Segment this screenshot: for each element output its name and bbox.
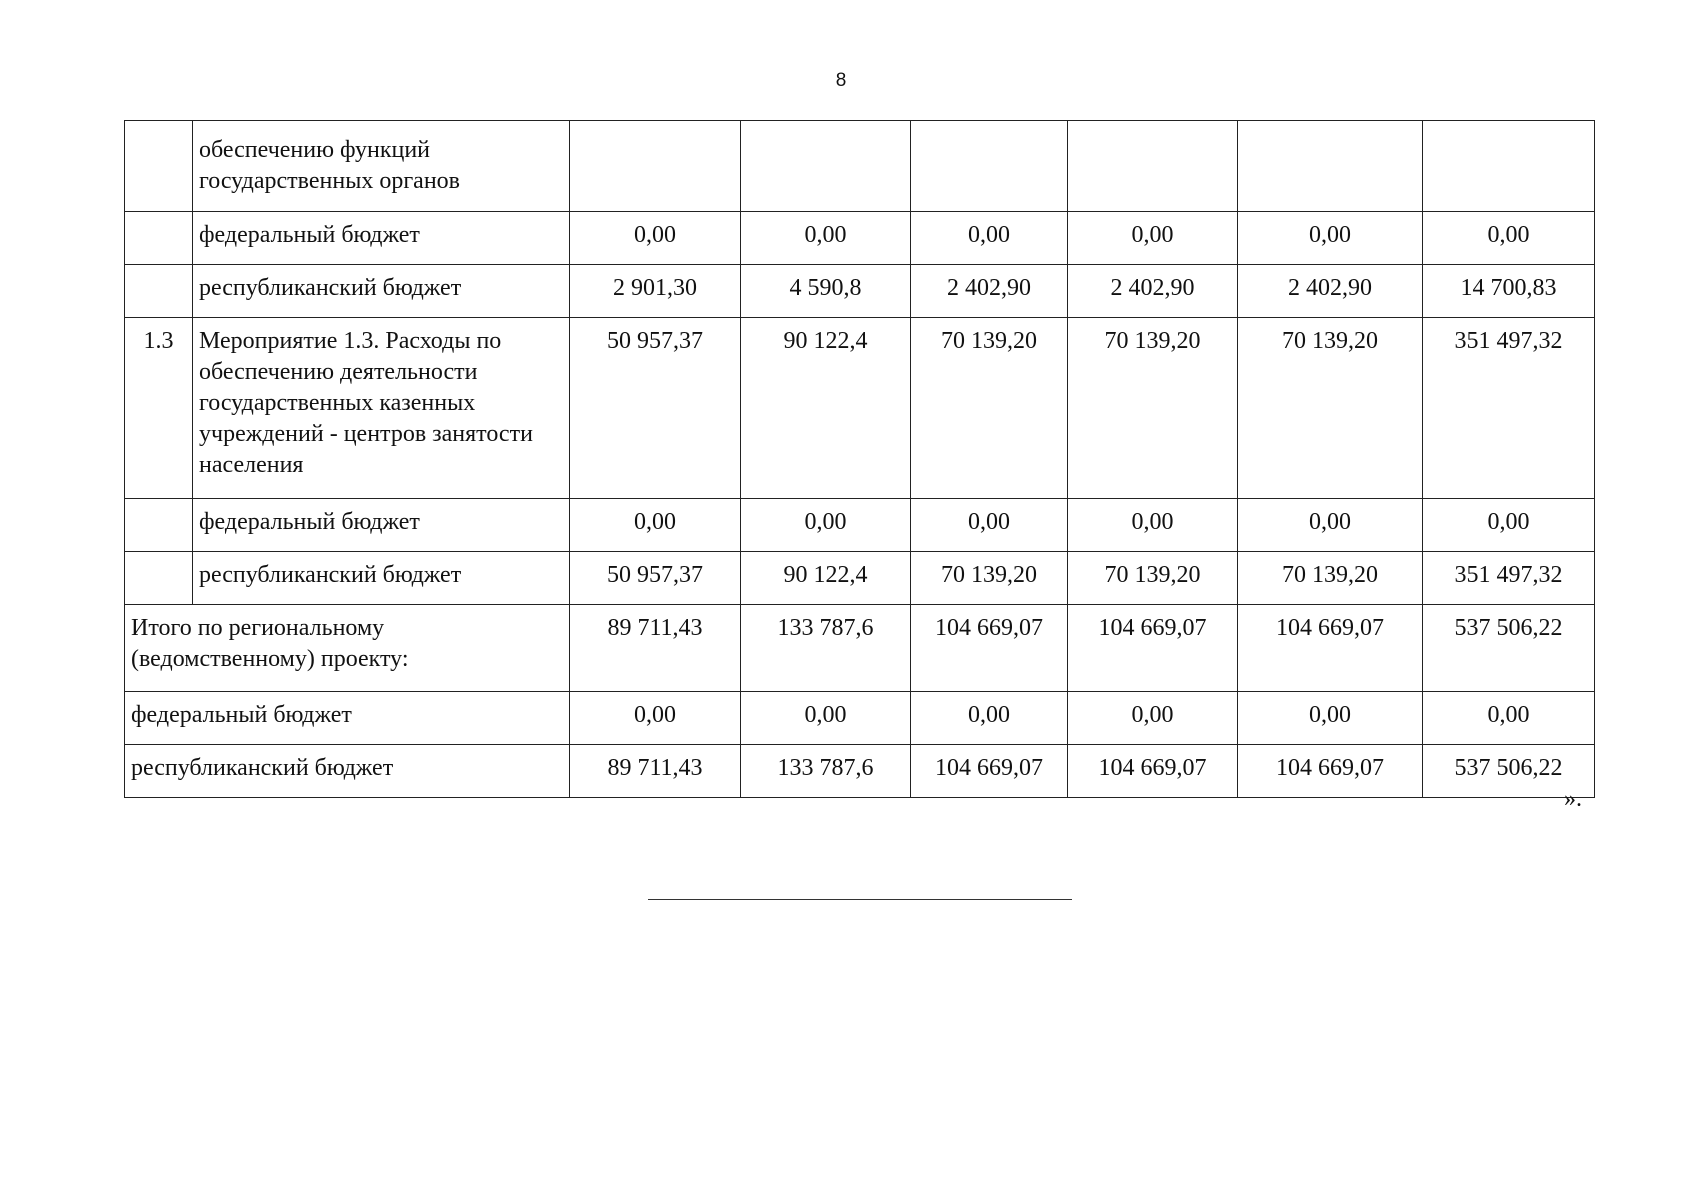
value-cell-1: 0,00 (570, 499, 741, 552)
row-label: федеральный бюджет (193, 212, 570, 265)
value-cell-2: 0,00 (741, 212, 911, 265)
table-row (125, 552, 1595, 605)
value-cell-3: 2 402,90 (911, 265, 1068, 318)
value-cell-4: 70 139,20 (1068, 318, 1238, 499)
value-cell-total (1423, 121, 1595, 212)
value-cell-5: 2 402,90 (1238, 265, 1423, 318)
total-value-5: 104 669,07 (1238, 605, 1423, 692)
total-value-4: 104 669,07 (1068, 605, 1238, 692)
value-cell-2: 90 122,4 (741, 552, 911, 605)
total-value-5: 104 669,07 (1238, 745, 1423, 798)
value-cell-4: 0,00 (1068, 212, 1238, 265)
table-row (125, 265, 1595, 318)
total-value-1: 89 711,43 (570, 605, 741, 692)
value-cell-4: 70 139,20 (1068, 552, 1238, 605)
value-cell-2: 90 122,4 (741, 318, 911, 499)
total-value-sum: 0,00 (1423, 692, 1595, 745)
value-cell-2: 0,00 (741, 499, 911, 552)
budget-table (124, 120, 1595, 798)
total-value-2: 133 787,6 (741, 745, 911, 798)
row-label: республиканский бюджет (193, 265, 570, 318)
total-row (125, 605, 1595, 692)
row-label: федеральный бюджет (193, 499, 570, 552)
total-value-4: 104 669,07 (1068, 745, 1238, 798)
value-cell-4 (1068, 121, 1238, 212)
value-cell-3: 70 139,20 (911, 552, 1068, 605)
table-row (125, 318, 1595, 499)
value-cell-5 (1238, 121, 1423, 212)
value-cell-5: 0,00 (1238, 499, 1423, 552)
row-number (125, 212, 193, 265)
row-number (125, 265, 193, 318)
value-cell-1: 2 901,30 (570, 265, 741, 318)
row-number (125, 499, 193, 552)
total-value-2: 133 787,6 (741, 605, 911, 692)
value-cell-total: 14 700,83 (1423, 265, 1595, 318)
total-value-3: 104 669,07 (911, 745, 1068, 798)
value-cell-2: 4 590,8 (741, 265, 911, 318)
value-cell-3 (911, 121, 1068, 212)
value-cell-2 (741, 121, 911, 212)
closing-quote: ». (1564, 786, 1582, 812)
total-value-5: 0,00 (1238, 692, 1423, 745)
total-label: федеральный бюджет (125, 692, 570, 745)
table-row (125, 121, 1595, 212)
total-value-1: 89 711,43 (570, 745, 741, 798)
value-cell-total: 0,00 (1423, 499, 1595, 552)
total-value-1: 0,00 (570, 692, 741, 745)
total-value-sum: 537 506,22 (1423, 605, 1595, 692)
value-cell-5: 70 139,20 (1238, 318, 1423, 499)
value-cell-1: 50 957,37 (570, 318, 741, 499)
value-cell-total: 351 497,32 (1423, 552, 1595, 605)
value-cell-5: 70 139,20 (1238, 552, 1423, 605)
row-number: 1.3 (125, 318, 193, 499)
separator-line (648, 899, 1072, 900)
budget-table-body (125, 121, 1595, 798)
value-cell-1: 0,00 (570, 212, 741, 265)
total-row (125, 745, 1595, 798)
table-row (125, 499, 1595, 552)
table-row (125, 212, 1595, 265)
total-value-3: 0,00 (911, 692, 1068, 745)
total-value-4: 0,00 (1068, 692, 1238, 745)
value-cell-4: 0,00 (1068, 499, 1238, 552)
total-value-3: 104 669,07 (911, 605, 1068, 692)
value-cell-1 (570, 121, 741, 212)
value-cell-3: 0,00 (911, 499, 1068, 552)
total-value-2: 0,00 (741, 692, 911, 745)
row-label: Мероприятие 1.3. Расходы по обеспечению деятельности государственных казенных учреждений - центров занятости населения (193, 318, 570, 499)
value-cell-1: 50 957,37 (570, 552, 741, 605)
total-row (125, 692, 1595, 745)
row-label: республиканский бюджет (193, 552, 570, 605)
page-number: 8 (835, 70, 847, 91)
total-label: Итого по региональному (ведомственному) проекту: (125, 605, 570, 692)
row-label: обеспечению функций государственных органов (193, 121, 570, 212)
row-number (125, 552, 193, 605)
row-number (125, 121, 193, 212)
total-label: республиканский бюджет (125, 745, 570, 798)
value-cell-3: 70 139,20 (911, 318, 1068, 499)
value-cell-total: 0,00 (1423, 212, 1595, 265)
value-cell-4: 2 402,90 (1068, 265, 1238, 318)
value-cell-5: 0,00 (1238, 212, 1423, 265)
value-cell-total: 351 497,32 (1423, 318, 1595, 499)
total-value-sum: 537 506,22 (1423, 745, 1595, 798)
value-cell-3: 0,00 (911, 212, 1068, 265)
